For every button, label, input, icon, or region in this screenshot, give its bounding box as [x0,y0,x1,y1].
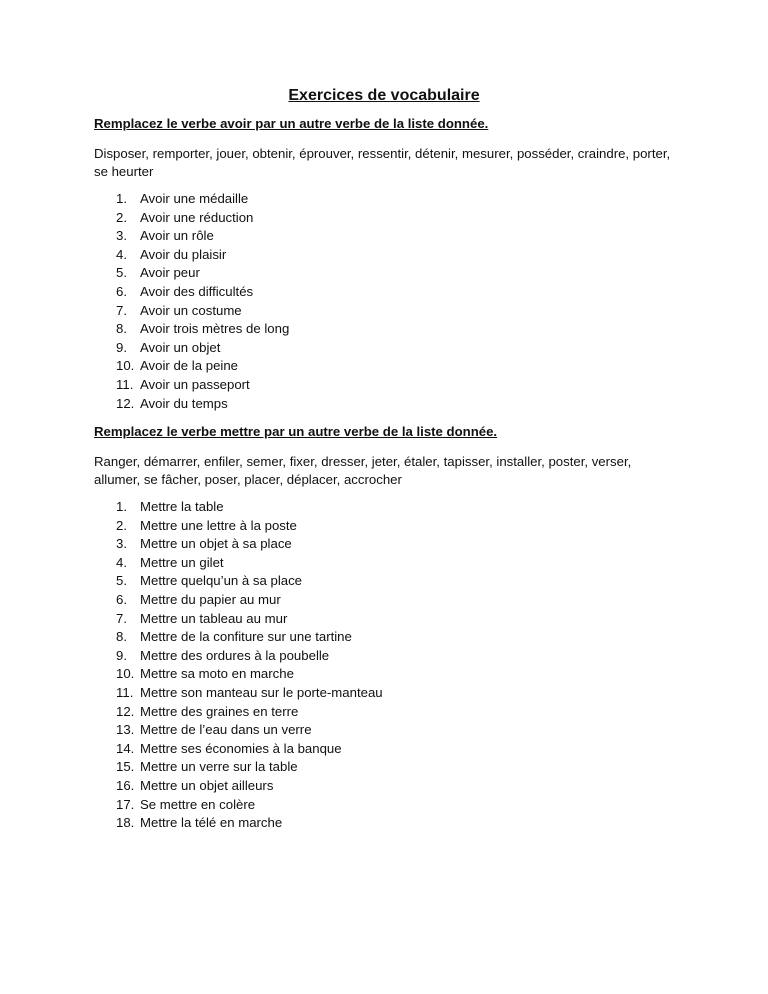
list-item-number: 15. [116,759,135,775]
list-item-number: 11. [116,684,134,700]
list-item-text: Mettre un verre sur la table [140,759,298,775]
section-mettre-heading: Remplacez le verbe mettre par un autre verbe de la liste donnée. [94,424,498,439]
list-item-number: 16. [116,777,135,793]
list-item-text: Mettre la table [140,499,224,514]
list-item-number: 17. [116,796,135,812]
list-item-text: Mettre de la confiture sur une tartine [140,629,352,645]
list-item-number: 6. [116,283,127,299]
list-item-number: 2. [116,517,127,533]
list-item-number: 8. [116,321,127,337]
list-item-number: 5. [116,265,127,281]
list-item-number: 6. [116,591,127,607]
list-item-number: 5. [116,573,127,589]
list-item-text: Avoir de la peine [140,358,238,374]
list-item-number: 4. [116,554,127,570]
list-item-text: Mettre un tableau au mur [140,610,288,626]
list-item-number: 10. [116,358,135,374]
section-avoir-heading: Remplacez le verbe avoir par un autre verbe de la liste donnée. [94,116,489,131]
list-item-text: Avoir un passeport [140,376,250,392]
list-item-text: Avoir un objet [140,339,221,355]
list-item-text: Mettre du papier au mur [140,591,281,607]
list-item-text: Avoir une médaille [140,191,249,206]
list-item-text: Se mettre en colère [140,796,256,812]
list-item-number: 9. [116,647,127,663]
document-title: Exercices de vocabulaire [288,87,480,104]
list-item-number: 11. [116,376,134,392]
list-item-number: 12. [116,395,135,411]
list-item-number: 13. [116,722,135,738]
list-item-text: Avoir un costume [140,302,242,318]
list-item-text: Mettre un objet ailleurs [140,777,274,793]
list-item-text: Mettre des graines en terre [140,703,299,719]
list-item-text: Mettre une lettre à la poste [140,517,297,533]
list-item-text: Avoir du plaisir [140,246,227,262]
list-item-number: 14. [116,740,135,756]
list-item-number: 10. [116,666,135,682]
list-item-text: Mettre sa moto en marche [140,666,294,682]
list-item-number: 3. [116,536,127,552]
list-item-text: Avoir du temps [140,395,228,411]
list-item-number: 4. [116,246,127,262]
list-item-number: 12. [116,703,135,719]
list-item-number: 1. [116,191,127,206]
list-item-text: Avoir un rôle [140,228,214,244]
list-item-text: Avoir peur [140,265,200,281]
list-item-text: Mettre de l’eau dans un verre [140,722,312,738]
list-item-number: 18. [116,815,135,831]
list-item-number: 8. [116,629,127,645]
list-item-text: Mettre des ordures à la poubelle [140,647,330,663]
section-avoir-word-list: Disposer, remporter, jouer, obtenir, éprouver, ressentir, détenir, mesurer, posséder, craindre, porter, se heurter [94,146,671,179]
section-mettre-word-list: Ranger, démarrer, enfiler, semer, fixer, dresser, jeter, étaler, tapisser, installer, poster, verser, allumer, se fâcher, poser, placer, déplacer, accrocher [94,454,632,487]
list-item-number: 3. [116,228,127,244]
list-item-text: Mettre quelqu’un à sa place [140,573,303,589]
list-item-number: 7. [116,302,127,318]
list-item-text: Mettre un gilet [140,554,224,570]
list-item-number: 2. [116,209,127,225]
list-item-number: 9. [116,339,127,355]
list-item-text: Mettre son manteau sur le porte-manteau [140,684,383,700]
list-item-text: Avoir des difficultés [140,283,254,299]
list-item-text: Mettre ses économies à la banque [140,740,342,756]
list-item-text: Mettre la télé en marche [140,815,283,831]
list-item-text: Avoir trois mètres de long [140,321,290,337]
list-item-number: 1. [116,499,127,514]
list-item-number: 7. [116,610,127,626]
list-item-text: Avoir une réduction [140,209,254,225]
list-item-text: Mettre un objet à sa place [140,536,292,552]
